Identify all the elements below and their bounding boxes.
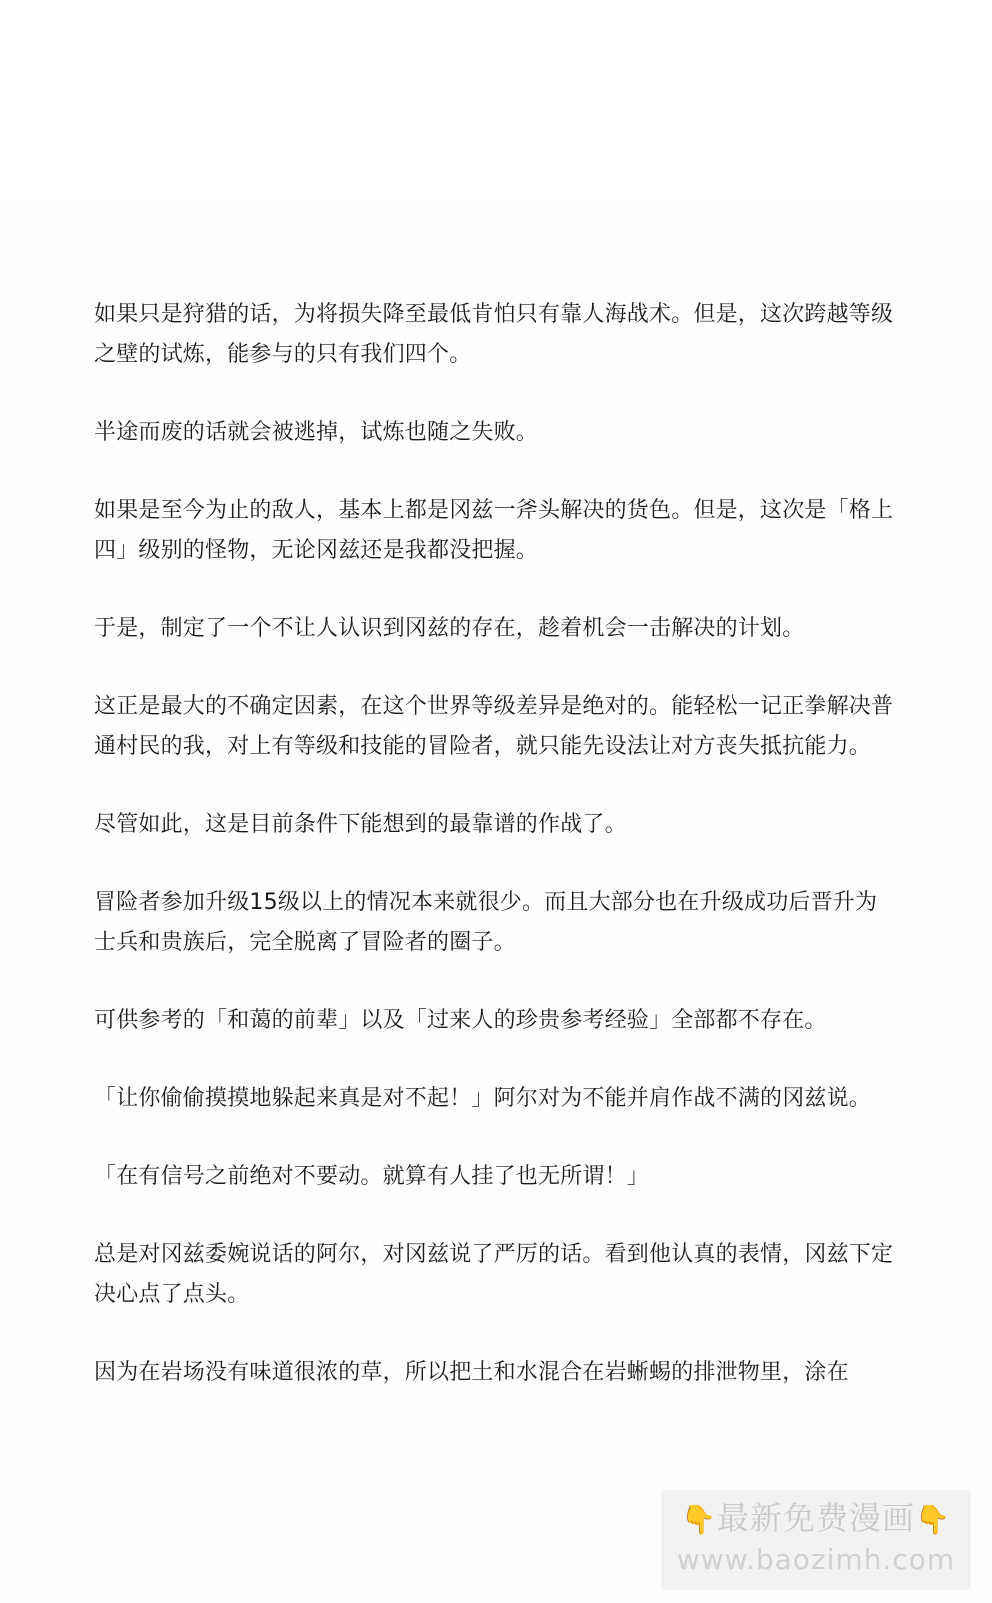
paragraph-1: 如果只是狩猎的话，为将损失降至最低肯怕只有靠人海战术。但是，这次跨越等级之壁的试炼，能参与的只有我们四个。 [94,302,894,367]
pointing-down-hand-icon: 👇 [915,1503,951,1536]
paragraph-11: 总是对冈兹委婉说话的阿尔，对冈兹说了严厉的话。看到他认真的表情，冈兹下定决心点了点头。 [94,1242,894,1307]
paragraph-12: 因为在岩场没有味道很浓的草，所以把土和水混合在岩蜥蜴的排泄物里，涂在 [94,1360,849,1385]
paragraph-8: 可供参考的「和蔼的前辈」以及「过来人的珍贵参考经验」全部都不存在。 [94,1008,827,1033]
watermark-headline [661,1496,971,1542]
paragraph-7: 冒险者参加升级15级以上的情况本来就很少。而且大部分也在升级成功后晋升为士兵和贵族后，完全脱离了冒险者的圈子。 [94,890,878,955]
paragraph-3: 如果是至今为止的敌人，基本上都是冈兹一斧头解决的货色。但是，这次是「格上四」级别的怪物，无论冈兹还是我都没把握。 [94,498,894,563]
paragraph-9: 「让你偷偷摸摸地躲起来真是对不起！」阿尔对为不能并肩作战不满的冈兹说。 [94,1086,872,1111]
watermark-line2: www.baozimh.com [676,1543,956,1576]
paragraph-10: 「在有信号之前绝对不要动。就算有人挂了也无所谓！」 [94,1164,650,1189]
pointing-down-hand-icon: 👇 [681,1503,717,1536]
paragraph-2: 半途而废的话就会被逃掉，试炼也随之失败。 [94,420,539,445]
paragraph-6: 尽管如此，这是目前条件下能想到的最靠谱的作战了。 [94,812,627,837]
paragraph-4: 于是，制定了一个不让人认识到冈兹的存在，趁着机会一击解决的计划。 [94,616,805,641]
top-blank-area [0,0,992,200]
watermark-line1: 最新免费漫画 [716,1499,915,1537]
novel-text [94,295,894,1431]
paragraph-5: 这正是最大的不确定因素，在这个世界等级差异是绝对的。能轻松一记正拳解决普通村民的我，对上有等级和技能的冒险者，就只能先设法让对方丧失抵抗能力。 [94,694,894,759]
site-watermark [661,1490,971,1590]
